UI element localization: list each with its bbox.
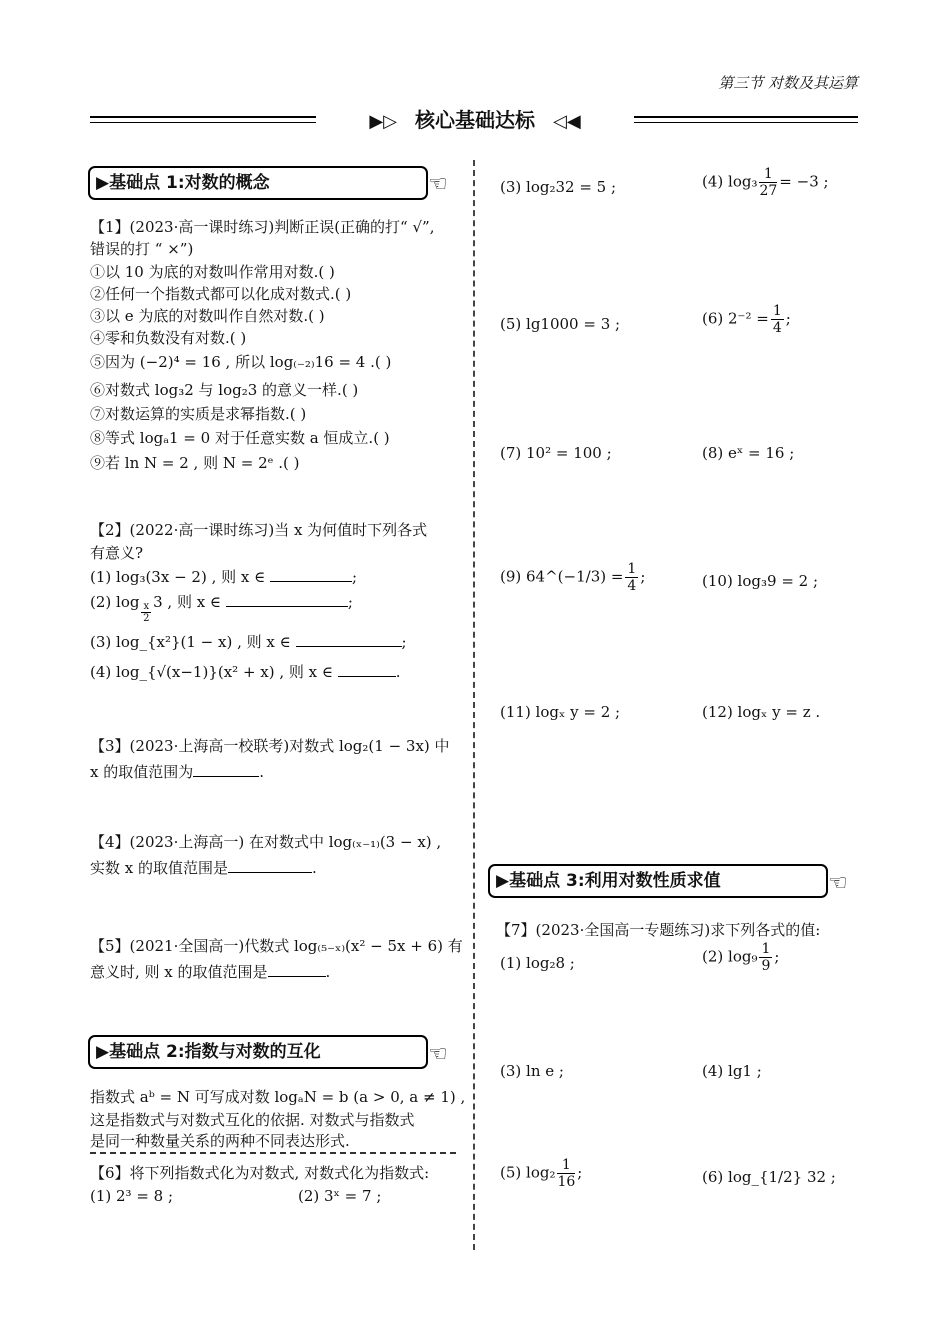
q3-line-2-text: x 的取值范围为: [90, 763, 194, 781]
q1-head-2: 错误的打 “ ×”): [90, 240, 194, 258]
banner-left-arrows: ▶▷: [369, 111, 397, 132]
q6-item-6: [702, 303, 791, 336]
q5-line-2-text: 意义时, 则 x 的取值范围是: [90, 963, 268, 981]
q7-item-2: [702, 941, 779, 974]
q6-item-1: (1) 2³ = 8 ;: [90, 1187, 174, 1205]
q2-item-2: (2) log $\frac{x}{2}$ 3 , 则 x ∈ ;: [90, 593, 353, 624]
column-divider: [473, 160, 475, 1250]
fraction: [557, 1157, 575, 1190]
q1-item-9: ⑨若 ln N = 2 , 则 N = 2ᵉ .( ): [90, 454, 300, 472]
q6-item-5: (5) lg1000 = 3 ;: [500, 315, 621, 333]
q1-item-4: ④零和负数没有对数.( ): [90, 329, 247, 347]
dashed-divider: [90, 1152, 456, 1154]
q7-item-5-text-a: (5) log₂: [500, 1163, 556, 1182]
fraction-denominator: 4: [627, 578, 637, 594]
pointing-hand-icon: ☜: [828, 871, 848, 896]
q6-item-8: (8) eˣ = 16 ;: [702, 444, 795, 462]
q2-item-3: (3) log_{x²}(1 − x) , 则 x ∈ ;: [90, 633, 407, 651]
answer-blank: [296, 646, 402, 647]
q5-line-1: 【5】(2021·全国高一)代数式 log₍₅₋ₓ₎(x² − 5x + 6) 有: [90, 937, 463, 955]
q2-item-3-text: (3) log_{x²}(1 − x) , 则 x ∈: [90, 633, 291, 651]
section-2-title: ▶基础点 2:指数与对数的互化: [96, 1042, 321, 1062]
banner: [0, 104, 950, 133]
fraction-denominator: 2: [143, 613, 150, 624]
q6-item-12: (12) logₓ y = z .: [702, 703, 821, 721]
q7-head: 【7】(2023·全国高一专题练习)求下列各式的值:: [496, 921, 821, 939]
answer-blank: [270, 581, 352, 582]
q6-item-9: [500, 561, 645, 594]
q7-item-2-text-b: ;: [774, 947, 780, 966]
q6-item-3: (3) log₂32 = 5 ;: [500, 178, 617, 196]
q7-item-6: (6) log_{1/2} 32 ;: [702, 1168, 836, 1186]
q3-line-1: 【3】(2023·上海高一校联考)对数式 log₂(1 − 3x) 中: [90, 737, 450, 755]
q6-item-6-text-b: ;: [785, 309, 791, 328]
fraction: [771, 303, 784, 336]
q3-line-2: x 的取值范围为 .: [90, 763, 265, 781]
q5-line-2: 意义时, 则 x 的取值范围是 .: [90, 963, 331, 981]
q4-line-2: 实数 x 的取值范围是 .: [90, 859, 317, 877]
q6-item-9-text-b: ;: [640, 567, 646, 586]
answer-blank: [193, 776, 259, 777]
answer-blank: [228, 872, 312, 873]
q1-item-2: ②任何一个指数式都可以化成对数式.( ): [90, 285, 352, 303]
q7-item-2-text-a: (2) log₉: [702, 947, 758, 966]
fraction-numerator: 1: [627, 561, 637, 577]
fraction-numerator: 1: [557, 1157, 575, 1174]
q1-item-5: ⑤因为 (−2)⁴ = 16 , 所以 log₍₋₂₎16 = 4 .( ): [90, 353, 392, 371]
fraction: [625, 561, 638, 594]
fraction-denominator: 16: [557, 1174, 576, 1190]
q1-head-1: 【1】(2023·高一课时练习)判断正误(正确的打“ √”,: [90, 218, 435, 236]
q1-item-1: ①以 10 为底的对数叫作常用对数.( ): [90, 263, 335, 281]
section-3-title: ▶基础点 3:利用对数性质求值: [496, 871, 721, 891]
q1-item-8: ⑧等式 logₐ1 = 0 对于任意实数 a 恒成立.( ): [90, 429, 390, 447]
pointing-hand-icon: ☜: [428, 172, 448, 197]
q6-item-6-text-a: (6) 2⁻² =: [702, 309, 769, 328]
q6-item-9-text-a: (9) 64^(−1/3) =: [500, 567, 624, 586]
fraction-numerator: 1: [761, 941, 771, 957]
s2-text-3: 是同一种数量关系的两种不同表达形式.: [90, 1132, 350, 1150]
fraction: [759, 166, 777, 199]
q6-item-11: (11) logₓ y = 2 ;: [500, 703, 621, 721]
q1-item-6: ⑥对数式 log₃2 与 log₂3 的意义一样.( ): [90, 381, 359, 399]
q7-item-1: (1) log₂8 ;: [500, 954, 575, 972]
section-1-header: [88, 166, 428, 200]
q1-item-7: ⑦对数运算的实质是求幂指数.( ): [90, 405, 307, 423]
pointing-hand-icon: ☜: [428, 1042, 448, 1067]
q6-head: 【6】将下列指数式化为对数式, 对数式化为指数式:: [90, 1164, 430, 1182]
chapter-title: 第三节 对数及其运算: [718, 74, 858, 92]
q7-item-3: (3) ln e ;: [500, 1062, 564, 1080]
q6-item-4-text-b: = −3 ;: [779, 172, 829, 191]
fraction-denominator: 9: [761, 958, 771, 974]
q6-item-4: [702, 166, 829, 199]
q7-item-5: [500, 1157, 582, 1190]
q2-item-1-text: (1) log₃(3x − 2) , 则 x ∈: [90, 568, 266, 586]
fraction-numerator: 1: [772, 303, 782, 319]
answer-blank: [338, 676, 396, 677]
q2-item-2-text-a: (2) log: [90, 593, 140, 611]
fraction: [141, 601, 151, 624]
fraction-numerator: 1: [759, 166, 777, 183]
fraction-numerator: x: [143, 601, 150, 612]
q6-item-7: (7) 10² = 100 ;: [500, 444, 612, 462]
q2-item-1: (1) log₃(3x − 2) , 则 x ∈ ;: [90, 568, 358, 586]
q7-item-5-text-b: ;: [577, 1163, 583, 1182]
fraction: [759, 941, 772, 974]
q2-item-4-text: (4) log_{√(x−1)}(x² + x) , 则 x ∈: [90, 663, 334, 681]
q6-item-10: (10) log₃9 = 2 ;: [702, 572, 819, 590]
q2-item-4: (4) log_{√(x−1)}(x² + x) , 则 x ∈ .: [90, 663, 401, 681]
banner-right-arrows: ◁◀: [553, 111, 581, 132]
q2-item-2-text-b: 3 , 则 x ∈: [153, 593, 222, 611]
q2-head-2: 有意义?: [90, 544, 144, 562]
fraction-denominator: 4: [772, 320, 782, 336]
answer-blank: [268, 976, 326, 977]
q4-line-1: 【4】(2023·上海高一) 在对数式中 log₍ₓ₋₁₎(3 − x) ,: [90, 833, 442, 851]
q6-item-4-text-a: (4) log₃: [702, 172, 758, 191]
s2-text-2: 这是指数式与对数式互化的依据. 对数式与指数式: [90, 1111, 415, 1129]
section-2-header: [88, 1035, 428, 1069]
q7-item-4: (4) lg1 ;: [702, 1062, 762, 1080]
q6-item-2: (2) 3ˣ = 7 ;: [298, 1187, 382, 1205]
fraction-denominator: 27: [759, 183, 778, 199]
answer-blank: [226, 606, 348, 607]
section-1-title: ▶基础点 1:对数的概念: [96, 173, 270, 193]
section-3-header: [488, 864, 828, 898]
q1-item-3: ③以 e 为底的对数叫作自然对数.( ): [90, 307, 325, 325]
banner-title: 核心基础达标: [415, 108, 535, 132]
q4-line-2-text: 实数 x 的取值范围是: [90, 859, 228, 877]
s2-text-1: 指数式 aᵇ = N 可写成对数 logₐN = b (a > 0, a ≠ 1) ,: [90, 1088, 466, 1106]
q2-head-1: 【2】(2022·高一课时练习)当 x 为何值时下列各式: [90, 521, 428, 539]
